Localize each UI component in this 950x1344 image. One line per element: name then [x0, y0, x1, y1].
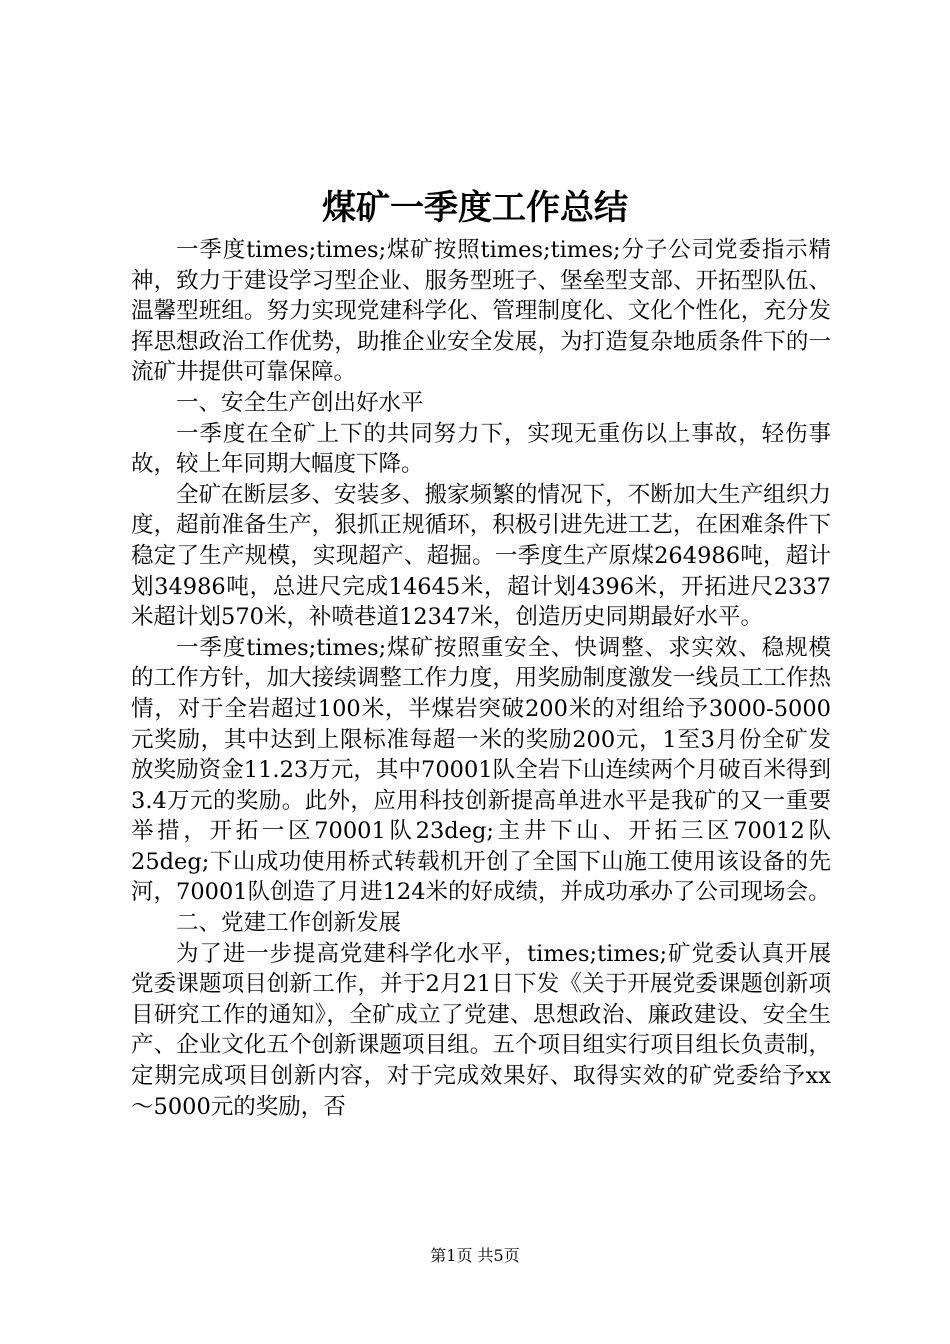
paragraph-incentives: 一季度times;times;煤矿按照重安全、快调整、求实效、稳规模的工作方针，加大接续调整工作力度，用奖励制度激发一线员工工作热情，对于全岩超过100米，半煤岩突破200米的对组给予3000-5000元奖励，其中达到上限标准每超一米的奖励200元，1至3月份全矿发放奖励资金11.23万元，其中70001队全岩下山连续两个月破百米得到3.4万元的奖励。此外，应用科技创新提高单进水平是我矿的又一重要举措，开拓一区70001队23deg;主井下山、开拓三区70012队25deg;下山成功使用桥式转载机开创了全国下山施工使用该设备的先河，70001队创造了月进124米的好成绩，并成功承办了公司现场会。: [131, 634, 831, 906]
section-heading-safety: 一、安全生产创出好水平: [176, 389, 424, 416]
document-body: [131, 235, 831, 1122]
paragraph-safety-summary: 一季度在全矿上下的共同努力下，实现无重伤以上事故，轻伤事故，较上年同期大幅度下降。: [131, 420, 831, 478]
document-title: 煤矿一季度工作总结: [322, 188, 628, 228]
paragraph-intro: 一季度times;times;煤矿按照times;times;分子公司党委指示精神，致力于建设学习型企业、服务型班子、堡垒型支部、开拓型队伍、温馨型班组。努力实现党建科学化、管理制度化、文化个性化，充分发挥思想政治工作优势，助推企业安全发展，为打造复杂地质条件下的一流矿井提供可靠保障。: [131, 237, 831, 386]
section-heading-party: 二、党建工作创新发展: [176, 910, 402, 937]
paragraph-party-innovation: 为了进一步提高党建科学化水平，times;times;矿党委认真开展党委课题项目创新工作，并于2月21日下发《关于开展党委课题创新项目研究工作的通知》，全矿成立了党建、思想政治、廉政建设、安全生产、企业文化五个创新课题项目组。五个项目组实行项目组长负责制，定期完成项目创新内容，对于完成效果好、取得实效的矿党委给予xx～5000元的奖励，否: [131, 940, 831, 1120]
page-number-footer: 第1页 共5页: [430, 1246, 520, 1265]
paragraph-production: 全矿在断层多、安装多、搬家频繁的情况下，不断加大生产组织力度，超前准备生产，狠抓正规循环，积极引进先进工艺，在困难条件下稳定了生产规模，实现超产、超掘。一季度生产原煤264986吨，超计划34986吨，总进尺完成14645米，超计划4396米，开拓进尺2337米超计划570米，补喷巷道12347米，创造历史同期最好水平。: [131, 481, 831, 631]
